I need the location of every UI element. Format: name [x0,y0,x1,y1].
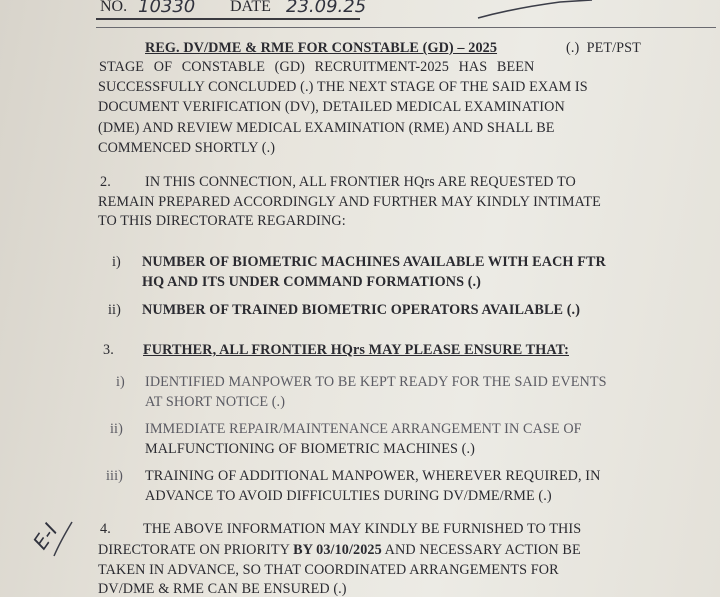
para4-line-4: DV/DME & RME CAN BE ENSURED (.) [98,581,347,597]
para1-line-1-tail: (.) PET/PST [566,40,641,56]
header-rule [96,27,716,28]
para3-item-2-line-1: IMMEDIATE REPAIR/MAINTENANCE ARRANGEMENT IN CASE OF [145,421,582,437]
para1-line-2: STAGE OF CONSTABLE (GD) RECRUITMENT-2025 HAS BEEN [99,59,535,75]
para1-line-3: SUCCESSFULLY CONCLUDED (.) THE NEXT STAGE OF THE SAID EXAM IS [98,79,588,95]
para2-line-1: IN THIS CONNECTION, ALL FRONTIER HQrs ARE REQUESTED TO [145,174,576,190]
header-date-label: DATE [230,0,271,15]
para4-line-1: THE ABOVE INFORMATION MAY KINDLY BE FURNISHED TO THIS [143,521,582,537]
para1-line-5: (DME) AND REVIEW MEDICAL EXAMINATION (RME) AND SHALL BE [98,120,555,136]
para3-item-1-marker: i) [116,374,125,390]
para4-number: 4. [100,521,111,537]
para4-line-2-post: AND NECESSARY ACTION BE [381,542,581,558]
para3-item-2-marker: ii) [110,421,123,437]
para3-number: 3. [103,342,114,358]
para2-line-3: TO THIS DIRECTORATE REGARDING: [98,213,346,229]
para4-deadline: BY 03/10/2025 [293,542,382,558]
handwritten-stroke-top [470,0,600,22]
para3-item-1-line-1: IDENTIFIED MANPOWER TO BE KEPT READY FOR THE SAID EVENTS [145,374,607,390]
para2-item-2-line-1: NUMBER OF TRAINED BIOMETRIC OPERATORS AVAILABLE (.) [142,302,581,318]
para2-item-1-line-2: HQ AND ITS UNDER COMMAND FORMATIONS (.) [142,274,482,290]
para3-item-2-line-2: MALFUNCTIONING OF BIOMETRIC MACHINES (.) [145,441,475,457]
margin-annotation: E-I [28,518,63,554]
para2-item-2-marker: ii) [108,302,121,318]
margin-scribble [48,520,78,560]
para2-item-1-marker: i) [112,254,121,270]
para3-item-3-line-1: TRAINING OF ADDITIONAL MANPOWER, WHEREVER REQUIRED, IN [145,468,601,484]
para4-line-3: TAKEN IN ADVANCE, SO THAT COORDINATED ARRANGEMENTS FOR [98,562,559,578]
para3-item-1-line-2: AT SHORT NOTICE (.) [145,394,286,410]
para4-line-2-pre: DIRECTORATE ON PRIORITY [98,542,294,558]
para3-item-3-line-2: ADVANCE TO AVOID DIFFICULTIES DURING DV/DME/RME (.) [145,488,552,504]
para2-line-2: REMAIN PREPARED ACCORDINGLY AND FURTHER MAY KINDLY INTIMATE [98,194,601,210]
header-date-value: 23.09.25 [286,0,367,17]
para2-number: 2. [100,174,111,190]
para1-line-6: COMMENCED SHORTLY (.) [98,140,276,156]
para4-line-2 [98,542,581,559]
header-no-value: 10330 [138,0,196,17]
header-underline [96,18,360,20]
header-no-label: NO. [100,0,128,15]
para2-item-1-line-1: NUMBER OF BIOMETRIC MACHINES AVAILABLE WITH EACH FTR [142,254,606,270]
para3-heading: FURTHER, ALL FRONTIER HQrs MAY PLEASE ENSURE THAT: [143,342,569,358]
para1-line-4: DOCUMENT VERIFICATION (DV), DETAILED MEDICAL EXAMINATION [98,99,565,115]
subject-heading: REG. DV/DME & RME FOR CONSTABLE (GD) – 2025 [145,40,498,56]
para3-item-3-marker: iii) [106,468,123,484]
